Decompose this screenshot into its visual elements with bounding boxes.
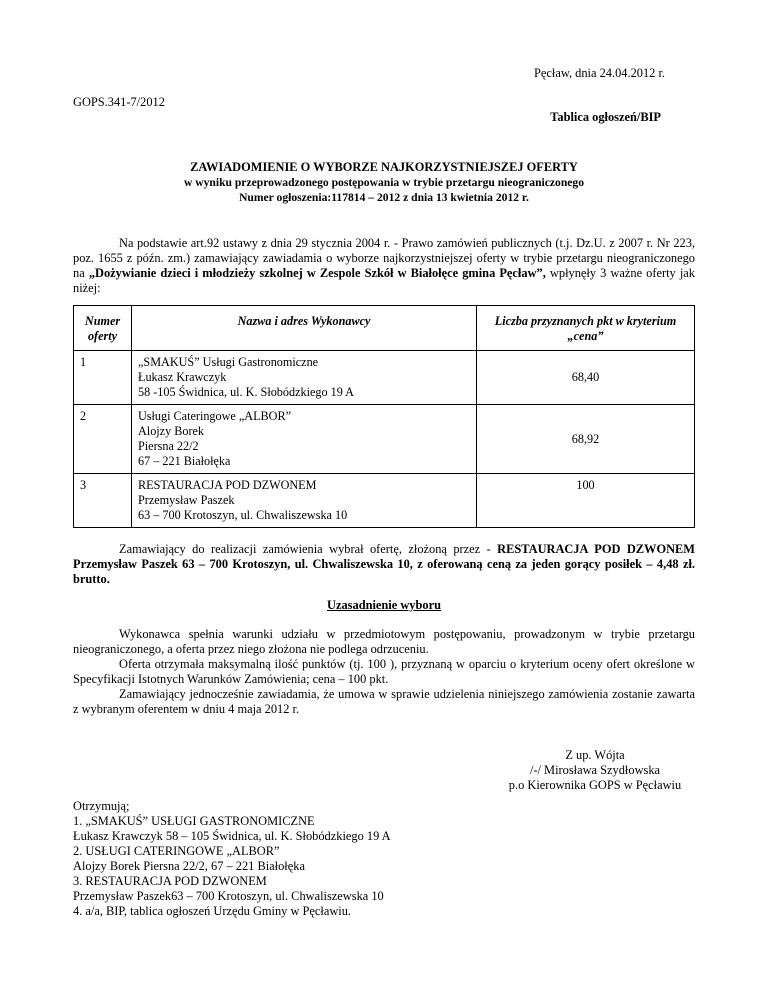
- signature-position: p.o Kierownika GOPS w Pęcławiu: [508, 778, 682, 792]
- table-header-row: [74, 306, 695, 351]
- points-cell: 68,40: [477, 351, 695, 405]
- recipient-line: 3. RESTAURACJA POD DZWONEM: [73, 874, 267, 888]
- publication-place: Tablica ogłoszeń/BIP: [550, 110, 661, 124]
- contractor-line: Usługi Cateringowe „ALBOR”: [138, 409, 291, 423]
- justification-paragraph: Zamawiający jednocześnie zawiadamia, że umowa w sprawie udzielenia niniejszego zamówienia zostanie zawarta z wybranym oferentem w dniu 4 maja 2012 r.: [73, 687, 695, 716]
- contractor-line: 63 – 700 Krotoszyn, ul. Chwaliszewska 10: [138, 508, 348, 522]
- recipient-line: Łukasz Krawczyk 58 – 105 Świdnica, ul. K. Słobódzkiego 19 A: [73, 829, 391, 843]
- recipients-list: [73, 799, 573, 919]
- recipient-line: 1. „SMAKUŚ” USŁUGI GASTRONOMICZNE: [73, 814, 315, 828]
- document-date: Pęcław, dnia 24.04.2012 r.: [534, 66, 665, 80]
- offer-number: 3: [74, 474, 132, 528]
- recipient-line: 2. USŁUGI CATERINGOWE „ALBOR”: [73, 844, 280, 858]
- recipient-line: Alojzy Borek Piersna 22/2, 67 – 221 Białołęka: [73, 859, 305, 873]
- signature-line: Z up. Wójta: [565, 748, 625, 762]
- decision-paragraph: [73, 542, 695, 587]
- header-points: Liczba przyznanych pkt w kryterium „cena”: [477, 306, 695, 351]
- contractor-line: Alojzy Borek: [138, 424, 205, 438]
- contractor-line: Przemysław Paszek: [138, 493, 235, 507]
- justification-title: Uzasadnienie wyboru: [327, 598, 441, 612]
- points-cell: 100: [477, 474, 695, 528]
- document-heading: [73, 160, 695, 205]
- justification-paragraph: Wykonawca spełnia warunki udziału w przedmiotowym postępowaniu, prowadzonym w trybie przetargu nieograniczonego, a oferta przez niego złożona nie podlega odrzuceniu.: [73, 627, 695, 656]
- recipient-line: 4. a/a, BIP, tablica ogłoszeń Urzędu Gminy w Pęcławiu.: [73, 904, 352, 918]
- announcement-number: Numer ogłoszenia:117814 – 2012 z dnia 13 kwietnia 2012 r.: [239, 191, 529, 204]
- decision-text: Zamawiający do realizacji zamówienia wybrał ofertę, złożoną przez -: [119, 542, 491, 556]
- reference-number: GOPS.341-7/2012: [73, 95, 165, 109]
- table-row: [74, 405, 695, 474]
- intro-text-end: wpłynęły 3 ważne oferty jak niżej:: [73, 266, 695, 295]
- justification-paragraph: Oferta otrzymała maksymalną ilość punktów (tj. 100 ), przyznaną w oparciu o kryterium oceny ofert określone w Specyfikacji Istotnych Warunków Zamówienia; cena – 100 pkt.: [73, 657, 695, 686]
- intro-paragraph: [73, 236, 695, 296]
- header-offer-number: Numer oferty: [74, 306, 132, 351]
- contract-name: „Dożywianie dzieci i młodzieży szkolnej w Zespole Szkół w Białołęce gmina Pęcław”,: [88, 266, 546, 280]
- contractor-line: RESTAURACJA POD DZWONEM: [138, 478, 317, 492]
- contractor-line: „SMAKUŚ” Usługi Gastronomiczne: [138, 355, 319, 369]
- contractor-cell: [132, 405, 477, 474]
- signature-name: /-/ Mirosława Szydłowska: [529, 763, 661, 777]
- contractor-line: Piersna 22/2: [138, 439, 199, 453]
- header-contractor: Nazwa i adres Wykonawcy: [132, 306, 477, 351]
- contractor-line: Łukasz Krawczyk: [138, 370, 227, 384]
- recipients-title: Otrzymują;: [73, 799, 130, 813]
- table-row: [74, 474, 695, 528]
- justification-text: [73, 627, 695, 717]
- contractor-cell: [132, 351, 477, 405]
- selected-offer: RESTAURACJA POD DZWONEM Przemysław Paszek 63 – 700 Krotoszyn, ul. Chwaliszewska 10, z oferowaną ceną za jeden gorący posiłek – 4,48 zł. brutto.: [73, 542, 695, 586]
- points-cell: 68,92: [477, 405, 695, 474]
- table-row: [74, 351, 695, 405]
- intro-text: Na podstawie art.92 ustawy z dnia 29 stycznia 2004 r. - Prawo zamówień publicznych (t.j. Dz.U. z 2007 r. Nr 223, poz. 1655 z późn. zm.) zamawiający zawiadamia o wyborze najkorzystniejszej oferty w trybie przetargu nieograniczonego na: [73, 236, 695, 280]
- heading-subtitle: w wyniku przeprowadzonego postępowania w trybie przetargu nieograniczonego: [183, 176, 585, 189]
- heading-title: ZAWIADOMIENIE O WYBORZE NAJKORZYSTNIEJSZEJ OFERTY: [190, 160, 578, 174]
- contractor-cell: [132, 474, 477, 528]
- offer-number: 2: [74, 405, 132, 474]
- recipient-line: Przemysław Paszek63 – 700 Krotoszyn, ul. Chwaliszewska 10: [73, 889, 384, 903]
- contractor-line: 67 – 221 Białołęka: [138, 454, 231, 468]
- contractor-line: 58 -105 Świdnica, ul. K. Słobódzkiego 19 A: [138, 385, 354, 399]
- signature-block: [450, 748, 740, 793]
- offers-table: [73, 305, 695, 528]
- offer-number: 1: [74, 351, 132, 405]
